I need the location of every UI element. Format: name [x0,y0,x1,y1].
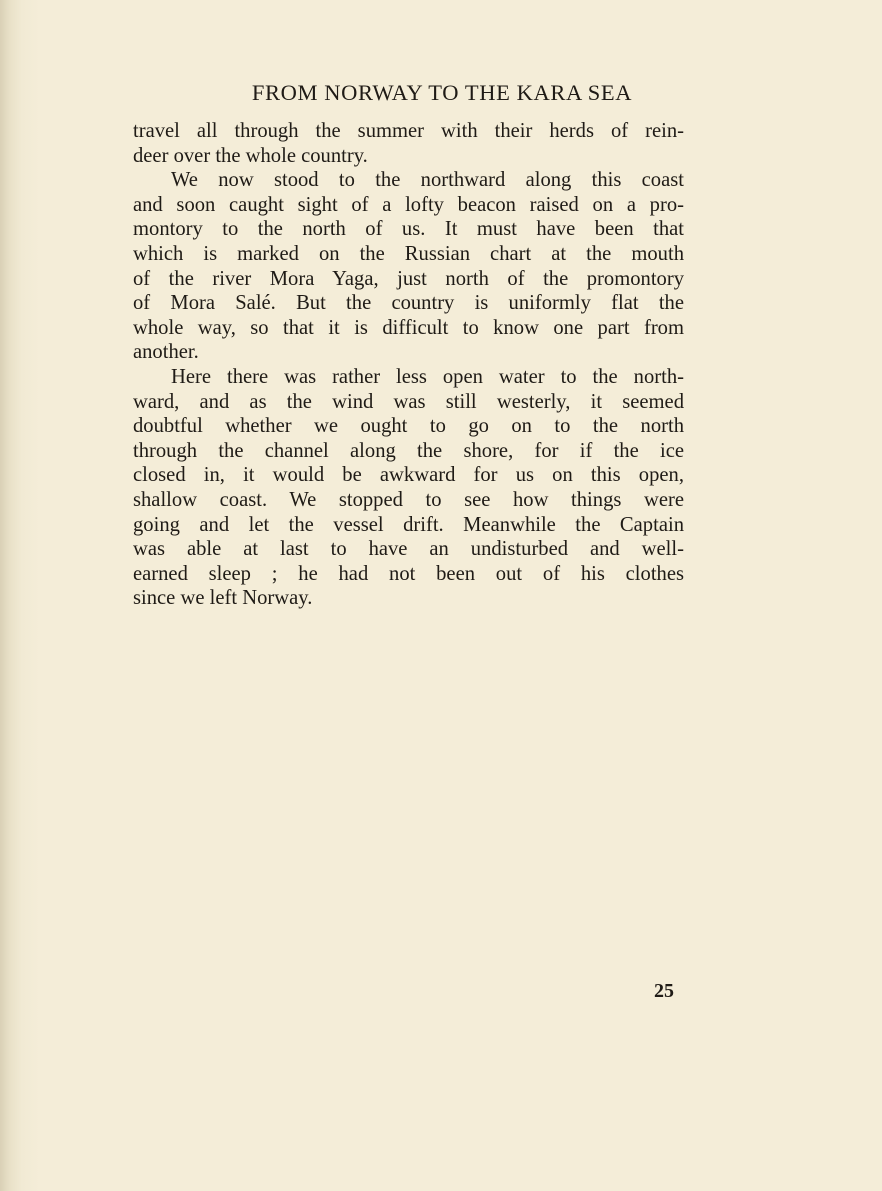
text-line: closed in, it would be awkward for us on this open, [133,464,684,487]
text-line: shallow coast. We stopped to see how things were [133,488,684,511]
text-line: travel all through the summer with their herds of rein- [133,120,684,142]
running-head: FROM NORWAY TO THE KARA SEA [251,80,633,105]
text-line: whole way, so that it is difficult to know one part from [133,316,684,339]
body-text [133,119,684,611]
text-line: montory to the north of us. It must have been that [133,218,684,241]
text-line: since we left Norway. [133,587,313,610]
text-line: through the channel along the shore, for if the ice [133,439,684,462]
text-line: and soon caught sight of a lofty beacon raised on a pro- [133,193,684,216]
text-line: which is marked on the Russian chart at the mouth [133,242,684,265]
text-line: earned sleep ; he had not been out of his clothes [133,562,684,585]
text-line: ward, and as the wind was still westerly, it seemed [133,390,684,413]
text-line: of Mora Salé. But the country is uniformly flat the [133,292,684,315]
text-line: was able at last to have an undisturbed and well- [133,538,684,561]
paragraph-start-line: Here there was rather less open water to the north- [171,365,684,388]
text-line: going and let the vessel drift. Meanwhile the Captain [133,513,684,536]
text-line: doubtful whether we ought to go on to the north [133,415,684,438]
paragraph-start-line: We now stood to the northward along this coast [171,169,684,192]
text-line: another. [133,341,199,364]
page-number: 25 [654,980,674,1002]
text-line: of the river Mora Yaga, just north of the promontory [133,267,684,290]
text-line: deer over the whole country. [133,144,368,167]
